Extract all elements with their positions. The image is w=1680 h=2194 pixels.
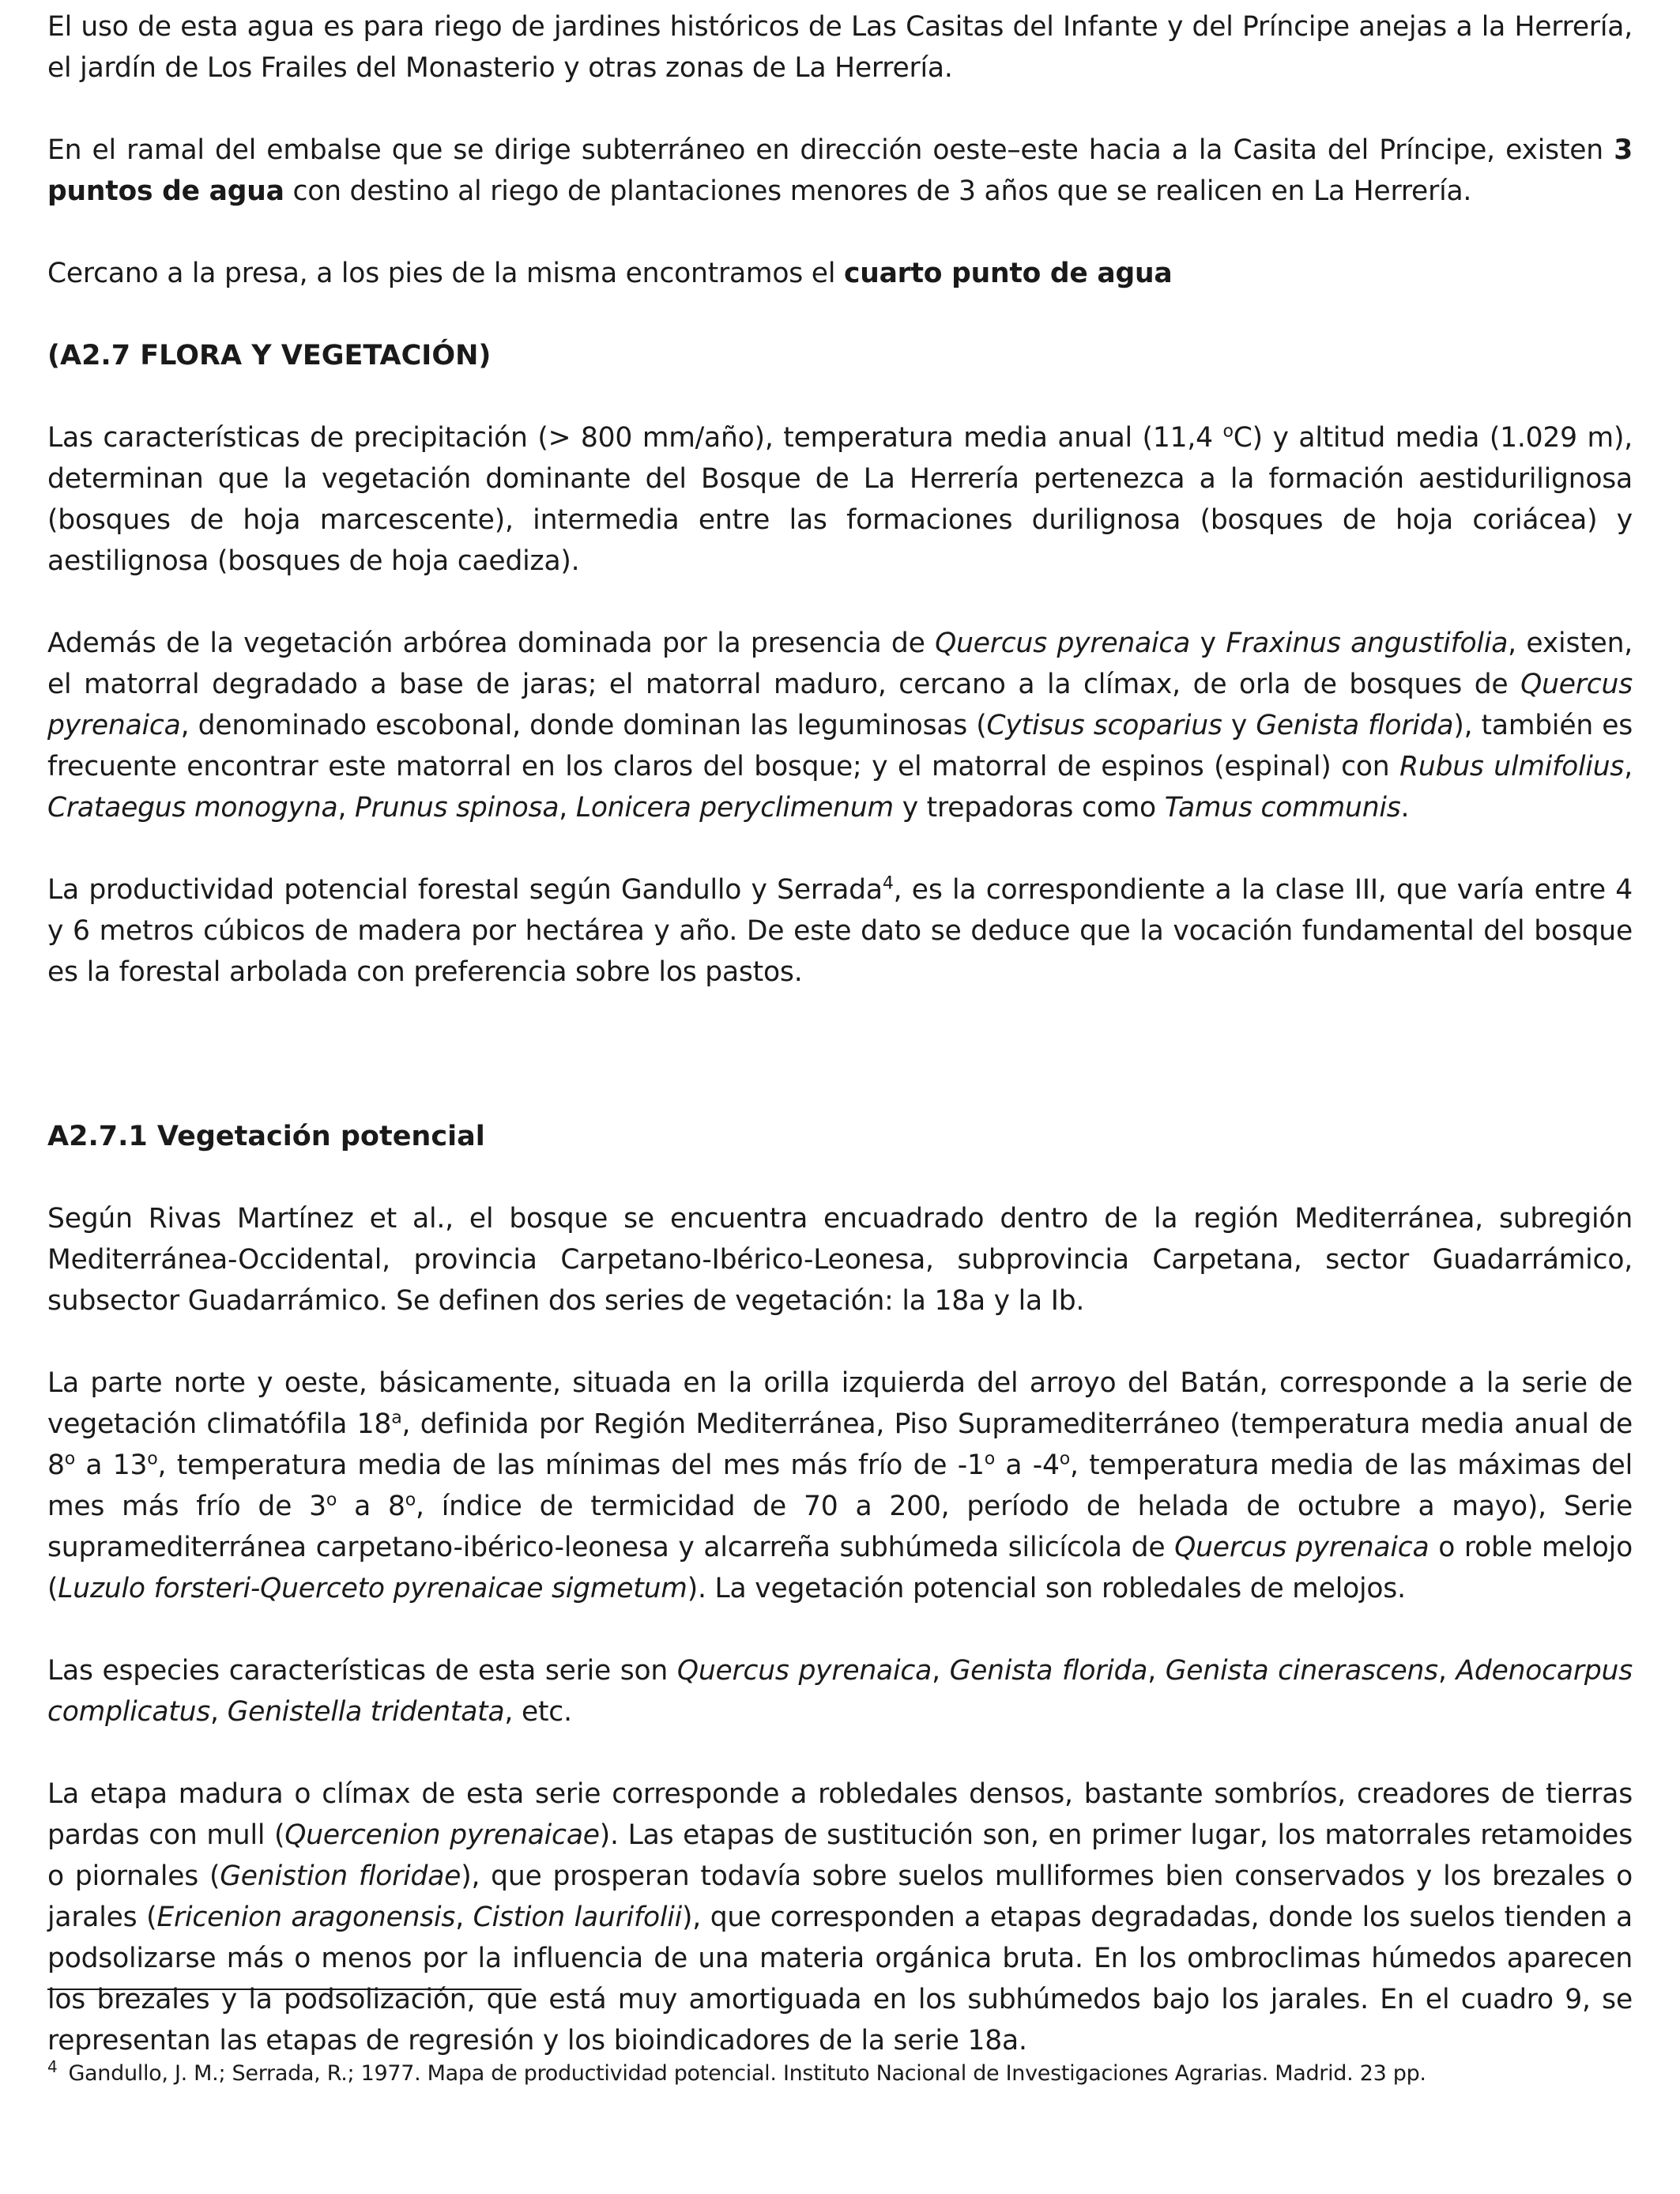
italic-species-name: Cytisus scoparius [986,710,1222,741]
italic-species-name: Fraxinus angustifolia [1226,628,1509,659]
text-run: ). Las etapas de sustitución son, en primer lugar, los matorrales retamoides o piornales ( [47,1819,1633,1892]
text-run: , definida por Región Mediterránea, Piso Supramediterráneo (temperatura media anual de 8 [47,1408,1633,1481]
text-run: , temperatura media de las mínimas del mes más frío de -1 [157,1449,985,1481]
text-run: , [455,1902,473,1933]
text-run: y [1190,628,1226,659]
superscript: o [984,1449,995,1469]
text-run: C) y altitud media (1.029 m), determinan que la vegetación dominante del Bosque de La Herrería pertenezca a la formación aestidurilignosa (bosques de hoja marcescente), intermedia entre las formaciones durilignosa (bosques de hoja coriácea) y aestilignosa (bosques de hoja caediza). [47,422,1633,577]
subsection-heading-potential-vegetation: A2.7.1 Vegetación potencial [47,1121,485,1152]
superscript: o [326,1490,337,1510]
text-run: La etapa madura o clímax de esta serie corresponde a robledales densos, bastante sombríos, creadores de tierras pardas con mull ( [47,1778,1633,1851]
bold-text: 3 puntos de agua [47,134,1633,207]
italic-species-name: Tamus communis [1164,792,1401,824]
text-run: Las especies características de esta serie son [47,1655,677,1687]
paragraph-vegetation [47,623,1633,828]
text-run: y [1222,710,1256,741]
italic-species-name: Luzulo forsteri-Querceto pyrenaicae sigmetum [58,1573,687,1604]
paragraph-irrigation-use [47,6,1633,89]
spacer [47,1034,1633,1116]
text-run: ). La vegetación potencial son robledales de melojos. [687,1573,1406,1604]
text-run: , denominado escobonal, donde dominan las leguminosas ( [180,710,987,741]
paragraph-productivity [47,869,1633,993]
text-run: Según Rivas Martínez et al., el bosque se encuentra encuadrado dentro de la región Mediterránea, subregión Mediterránea-Occidental, provincia Carpetano-Ibérico-Leonesa, subprovincia Carpetana, sector Guadarrámico, subsector Guadarrámico. Se definen dos series de vegetación: la 18a y la Ib. [47,1203,1633,1317]
text-run: ), que prosperan todavía sobre suelos mulliformes bien conservados y los brezales o jarales ( [47,1860,1633,1933]
italic-species-name: Genista cinerascens [1165,1655,1438,1687]
text-run: o roble melojo ( [47,1532,1633,1604]
text-run: Cercano a la presa, a los pies de la misma encontramos el [47,258,844,289]
text-run: La parte norte y oeste, básicamente, situada en la orilla izquierda del arroyo del Batán, corresponde a la serie de vegetación climatófila 18 [47,1367,1633,1440]
text-run: y trepadoras como [893,792,1165,824]
text-run: Las características de precipitación (> 800 mm/año), temperatura media anual (11,4 [47,422,1223,454]
paragraph-region [47,1198,1633,1321]
italic-species-name: Quercenion pyrenaicae [284,1819,600,1851]
paragraph-water-points [47,130,1633,212]
text-run: ), también es frecuente encontrar este matorral en los claros del bosque; y el matorral de espinos (espinal) con [47,710,1633,782]
superscript: 4 [882,873,894,894]
text-run: , índice de termicidad de 70 a 200, período de helada de octubre a mayo), Serie supramediterránea carpetano-ibérico-leonesa y alcarreña subhúmeda silicícola de [47,1491,1633,1563]
paragraph-climate [47,417,1633,582]
text-run: , existen, el matorral degradado a base de jaras; el matorral maduro, cercano a la clímax, de orla de bosques de [47,628,1633,700]
italic-species-name: Prunus spinosa [354,792,559,824]
text-run: En el ramal del embalse que se dirige subterráneo en dirección oeste–este hacia a la Casita del Príncipe, existen [47,134,1614,166]
text-run: El uso de esta agua es para riego de jardines históricos de Las Casitas del Infante y del Príncipe anejas a la Herrería, el jardín de Los Frailes del Monasterio y otras zonas de La Herrería. [47,11,1633,84]
footnote-text: Gandullo, J. M.; Serrada, R.; 1977. Mapa de productividad potencial. Instituto Nacional de Investigaciones Agrarias. Madrid. 23 pp. [68,2061,1426,2086]
paragraph-climax [47,1774,1633,2061]
italic-species-name: Ericenion aragonensis [156,1902,456,1933]
text-run: , temperatura media de las máximas del mes más frío de 3 [47,1449,1633,1522]
text-run: . [1400,792,1410,824]
italic-species-name: Quercus pyrenaica [935,628,1191,659]
section-heading-flora: (A2.7 FLORA Y VEGETACIÓN) [47,340,492,371]
superscript: o [147,1449,158,1469]
text-run: , es la correspondiente a la clase III, que varía entre 4 y 6 metros cúbicos de madera por hectárea y año. De este dato se deduce que la vocación fundamental del bosque es la forestal arbolada con preferencia sobre los pastos. [47,874,1633,988]
text-run: , [1437,1655,1456,1687]
paragraph-series-18a [47,1363,1633,1609]
italic-species-name: Quercus pyrenaica [1174,1532,1430,1563]
italic-species-name: Adenocarpus complicatus [47,1655,1633,1728]
italic-species-name: Genistella tridentata [227,1696,505,1728]
superscript: o [1222,421,1234,442]
text-run: Además de la vegetación arbórea dominada por la presencia de [47,628,936,659]
paragraph-fourth-point [47,253,1633,294]
italic-species-name: Genista florida [1256,710,1454,741]
italic-species-name: Quercus pyrenaica [47,669,1633,741]
footnote-separator [47,1989,522,1990]
text-run: con destino al riego de plantaciones menores de 3 años que se realicen en La Herrería. [284,175,1472,207]
italic-species-name: Lonicera peryclimenum [575,792,894,824]
text-run: , [932,1655,950,1687]
text-run: a 13 [75,1449,148,1481]
superscript: o [64,1449,76,1469]
superscript: a [391,1408,402,1428]
italic-species-name: Crataegus monogyna [47,792,338,824]
text-run: a -4 [994,1449,1060,1481]
text-run: , [1624,751,1633,782]
italic-species-name: Cistion laurifolii [473,1902,683,1933]
text-run: , [559,792,576,824]
italic-species-name: Rubus ulmifolius [1399,751,1625,782]
bold-text: cuarto punto de agua [843,258,1173,289]
text-run: , etc. [504,1696,572,1728]
italic-species-name: Genista florida [949,1655,1148,1687]
text-run: La productividad potencial forestal según Gandullo y Serrada [47,874,883,906]
paragraph-species [47,1650,1633,1732]
italic-species-name: Genistion floridae [220,1860,461,1892]
text-run: , [1147,1655,1166,1687]
text-run: a 8 [337,1491,405,1522]
superscript: o [1059,1449,1070,1469]
italic-species-name: Quercus pyrenaica [676,1655,932,1687]
text-run: , [337,792,355,824]
text-run: ), que corresponden a etapas degradadas, donde los suelos tienden a podsolizarse más o menos por la influencia de una materia orgánica bruta. En los ombroclimas húmedos aparecen los brezales y la podsolización, que está muy amortiguada en los subhúmedos bajo los jarales. En el cuadro 9, se representan las etapas de regresión y los bioindicadores de la serie 18a. [47,1902,1633,2056]
footnote [47,2058,1633,2090]
superscript: o [405,1490,416,1510]
footnote-mark: 4 [47,2057,58,2076]
text-run: , [210,1696,228,1728]
document-page [47,6,1633,2061]
